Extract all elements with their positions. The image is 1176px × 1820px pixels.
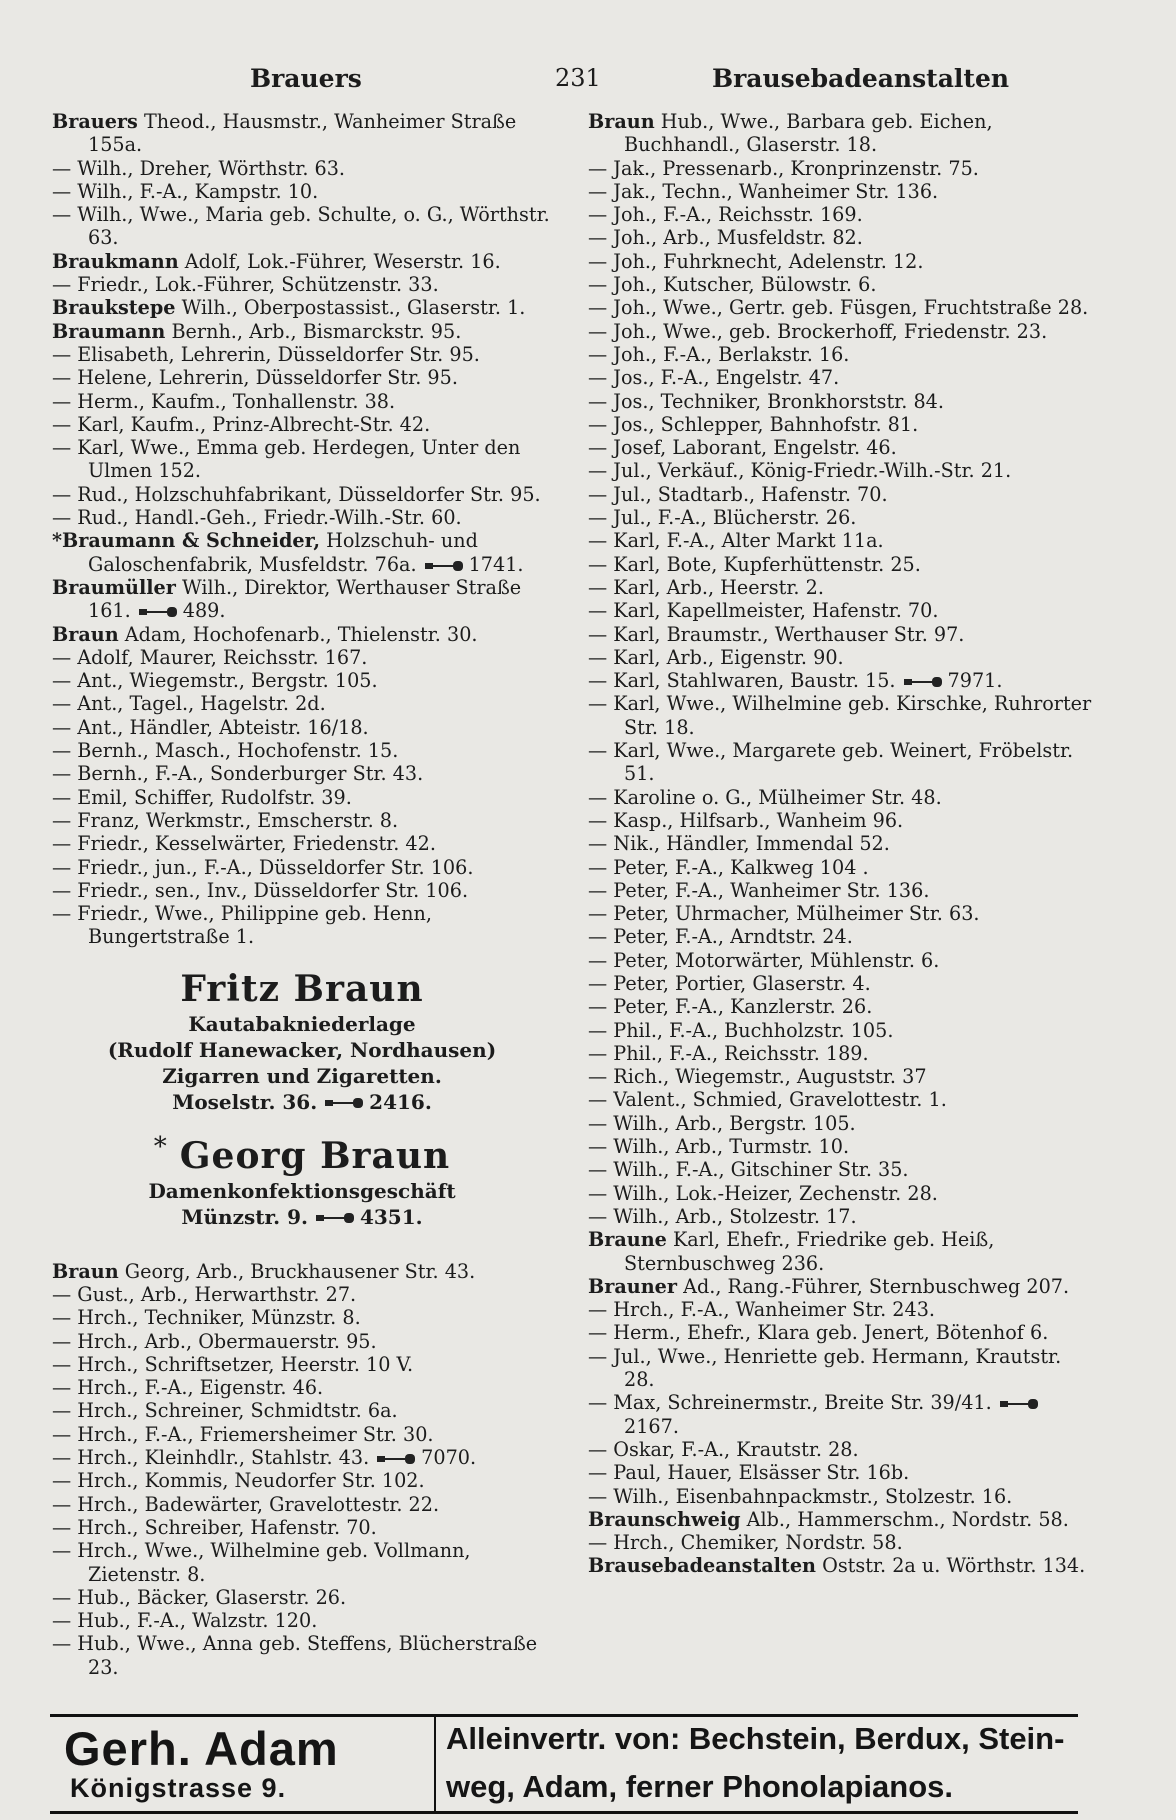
entry-surname: Braunschweig (588, 1507, 741, 1531)
entry-text: — Karl, Braumstr., Werthauser Str. 97. (588, 622, 965, 646)
directory-entry (588, 809, 1096, 832)
entry-text: — Rich., Wiegemstr., Auguststr. 37 (588, 1065, 927, 1089)
directory-entry (588, 459, 1096, 482)
header-left-keyword: Brauers (250, 64, 362, 93)
entry-text: — Karl, Kapellmeister, Hafenstr. 70. (588, 599, 939, 623)
directory-entry (588, 320, 1096, 343)
entry-text: — Rud., Handl.-Geh., Friedr.-Wilh.-Str. 60. (52, 506, 462, 530)
entry-text: — Ant., Händler, Abteistr. 16/18. (52, 715, 369, 739)
directory-entry (52, 576, 552, 623)
entry-surname: Braukmann (52, 249, 179, 273)
footer-right-line-1: Alleinvertr. von: Bechstein, Berdux, Stein- (446, 1721, 1065, 1756)
entry-text: — Peter, Portier, Glaserstr. 4. (588, 971, 871, 995)
ad-address-line (52, 1089, 552, 1115)
ad-line: Kautabakniederlage (188, 1011, 416, 1036)
entry-text: — Jak., Techn., Wanheimer Str. 136. (588, 179, 939, 203)
telephone-icon (139, 606, 177, 618)
directory-entry (52, 343, 552, 366)
directory-entry (52, 366, 552, 389)
entry-text: — Emil, Schiffer, Rudolfstr. 39. (52, 785, 352, 809)
entry-text: — Jos., Techniker, Bronkhorststr. 84. (588, 389, 944, 413)
entry-text: — Gust., Arb., Herwarthstr. 27. (52, 1282, 357, 1306)
entry-surname: Brauner (588, 1274, 677, 1298)
ad-georg-braun (52, 1125, 552, 1230)
entry-text: — Jul., F.-A., Blücherstr. 26. (588, 506, 857, 530)
directory-entry (588, 1228, 1096, 1275)
directory-entry (52, 1353, 552, 1376)
entry-text: — Jul., Stadtarb., Hafenstr. 70. (588, 482, 888, 506)
entry-text: — Wilh., Arb., Bergstr. 105. (588, 1111, 856, 1135)
directory-entry (588, 1391, 1096, 1438)
entry-text: — Peter, F.-A., Arndtstr. 24. (588, 925, 853, 949)
directory-entry (588, 902, 1096, 925)
directory-entry (588, 1298, 1096, 1321)
directory-entry (588, 250, 1096, 273)
ad-phone: 2416. (369, 1089, 432, 1114)
footer-brand: Gerh. Adam (64, 1722, 339, 1775)
directory-entry (588, 296, 1096, 319)
directory-entry (52, 1446, 552, 1469)
entry-text: — Ant., Tagel., Hagelstr. 2d. (52, 692, 326, 716)
telephone-icon (1000, 1398, 1038, 1410)
ad-line: Zigarren und Zigaretten. (162, 1063, 442, 1088)
entry-text: — Phil., F.-A., Reichsstr. 189. (588, 1041, 869, 1065)
directory-entry (588, 1438, 1096, 1461)
directory-entry (52, 157, 552, 180)
entry-text: — Joh., F.-A., Berlakstr. 16. (588, 342, 850, 366)
entry-text: — Herm., Kaufm., Tonhallenstr. 38. (52, 389, 396, 413)
entry-text: — Wilh., Lok.-Heizer, Zechenstr. 28. (588, 1181, 938, 1205)
directory-entry (52, 902, 552, 949)
entry-text: — Friedr., sen., Inv., Düsseldorfer Str. 106. (52, 878, 469, 902)
directory-entry (588, 343, 1096, 366)
entry-text: — Wilh., F.-A., Gitschiner Str. 35. (588, 1158, 909, 1182)
entry-text: — Jos., Schlepper, Bahnhofstr. 81. (588, 412, 919, 436)
entry-text: — Joh., Wwe., geb. Brockerhoff, Friedenstr. 23. (588, 319, 1048, 343)
directory-entry (52, 646, 552, 669)
entry-text: — Hrch., Kommis, Neudorfer Str. 102. (52, 1469, 425, 1493)
directory-entry (52, 1516, 552, 1539)
entry-text: — Friedr., jun., F.-A., Düsseldorfer Str. 106. (52, 855, 474, 879)
entry-text: — Josef, Laborant, Engelstr. 46. (588, 436, 897, 460)
left-entries-top (52, 110, 556, 949)
entry-text: Adolf, Lok.-Führer, Weserstr. 16. (178, 249, 501, 273)
entry-text: — Wilh., Eisenbahnpackmstr., Stolzestr. 16. (588, 1484, 1013, 1508)
left-column (52, 110, 556, 1679)
directory-entry (588, 1158, 1096, 1181)
directory-entry (588, 413, 1096, 436)
entry-text: — Jos., F.-A., Engelstr. 47. (588, 366, 840, 390)
entry-text: — Hrch., Kleinhdlr., Stahlstr. 43. (52, 1446, 370, 1470)
directory-entry (588, 390, 1096, 413)
directory-entry (588, 739, 1096, 786)
entry-text: — Hub., Wwe., Anna geb. Steffens, Blücherstraße 23. (52, 1632, 544, 1679)
header-right-keyword: Brausebadeanstalten (712, 64, 1010, 93)
entry-text: — Hrch., Schreiner, Schmidtstr. 6a. (52, 1399, 398, 1423)
entry-text: Wilh., Direktor, Werthauser Straße 161. (88, 575, 528, 623)
entry-phone: 7971. (947, 669, 1003, 693)
ad-phone: 4351. (359, 1204, 423, 1229)
entry-text: — Jul., Wwe., Henriette geb. Hermann, Krautstr. 28. (588, 1344, 1068, 1392)
directory-entry (52, 296, 552, 319)
ad-line: Damenkonfektionsgeschäft (148, 1178, 456, 1203)
directory-entry (52, 110, 552, 157)
entry-text: — Wilh., Arb., Turmstr. 10. (588, 1135, 850, 1159)
entry-text: Adam, Hochofenarb., Thielenstr. 30. (118, 622, 478, 646)
entry-text: — Friedr., Lok.-Führer, Schützenstr. 33. (52, 273, 439, 297)
entry-text: — Karl, Stahlwaren, Baustr. 15. (588, 669, 896, 693)
directory-entry (588, 436, 1096, 459)
entry-text: — Joh., Wwe., Gertr. geb. Füsgen, Fruchtstraße 28. (588, 296, 1089, 320)
telephone-icon (316, 1212, 354, 1224)
telephone-icon (325, 1097, 363, 1109)
entry-text: — Rud., Holzschuhfabrikant, Düsseldorfer Str. 95. (52, 482, 541, 506)
directory-entry (588, 529, 1096, 552)
entry-text: Hub., Wwe., Barbara geb. Eichen, Buchhandl., Glaserstr. 18. (624, 110, 999, 157)
directory-entry (52, 856, 552, 879)
entry-text: Alb., Hammerschm., Nordstr. 58. (740, 1507, 1069, 1531)
directory-entry (588, 1205, 1096, 1228)
directory-entry (588, 110, 1096, 157)
entry-text: — Phil., F.-A., Buchholzstr. 105. (588, 1018, 894, 1042)
directory-entry (52, 390, 552, 413)
directory-entry (588, 972, 1096, 995)
entry-text: — Karl, Wwe., Emma geb. Herdegen, Unter den Ulmen 152. (52, 436, 527, 483)
directory-entry (52, 1632, 552, 1679)
directory-entry (588, 692, 1096, 739)
directory-entry (588, 832, 1096, 855)
entry-text: — Herm., Ehefr., Klara geb. Jenert, Bötenhof 6. (588, 1321, 1049, 1345)
ad-address-line (52, 1204, 552, 1230)
directory-entry (588, 1345, 1096, 1392)
entry-text: — Peter, F.-A., Kalkweg 104 . (588, 855, 869, 879)
right-column (588, 110, 1096, 1578)
directory-entry (588, 1531, 1096, 1554)
entry-text: Oststr. 2a u. Wörthstr. 134. (815, 1554, 1086, 1578)
ad-address: Münzstr. 9. (181, 1204, 308, 1229)
directory-entry (52, 529, 552, 576)
directory-entry (588, 1508, 1096, 1531)
ad-title: Georg Braun (179, 1134, 451, 1177)
directory-entry (588, 1042, 1096, 1065)
entry-text: — Hrch., F.-A., Eigenstr. 46. (52, 1376, 324, 1400)
entry-text: — Franz, Werkmstr., Emscherstr. 8. (52, 808, 399, 832)
directory-entry (588, 203, 1096, 226)
right-entries (588, 110, 1096, 1578)
entry-text: — Peter, F.-A., Wanheimer Str. 136. (588, 878, 930, 902)
entry-text: — Peter, Uhrmacher, Mülheimer Str. 63. (588, 902, 980, 926)
directory-entry (588, 623, 1096, 646)
footer-street: Königstrasse 9. (70, 1773, 287, 1803)
directory-entry (52, 1493, 552, 1516)
entry-text: — Hrch., Wwe., Wilhelmine geb. Vollmann, Zietenstr. 8. (52, 1539, 477, 1586)
directory-entry (52, 809, 552, 832)
footer-divider (434, 1717, 436, 1811)
directory-entry (588, 1554, 1096, 1577)
entry-surname: Braumann (52, 319, 166, 343)
entry-phone: 489. (182, 599, 226, 623)
directory-entry (52, 1609, 552, 1632)
entry-text: — Kasp., Hilfsarb., Wanheim 96. (588, 808, 904, 832)
entry-text: — Bernh., Masch., Hochofenstr. 15. (52, 739, 399, 763)
entry-text: — Karl, Wwe., Wilhelmine geb. Kirschke, Ruhrorter Str. 18. (588, 692, 1098, 739)
directory-entry (52, 786, 552, 809)
star-mark: * (153, 1131, 168, 1162)
directory-entry (588, 949, 1096, 972)
entry-surname: *Braumann & Schneider, (52, 529, 321, 553)
entry-text: — Joh., Kutscher, Bülowstr. 6. (588, 273, 877, 297)
entry-text: — Adolf, Maurer, Reichsstr. 167. (52, 645, 368, 669)
entry-surname: Brauers (52, 110, 138, 133)
footer-advertisement (50, 1714, 1078, 1814)
entry-text: — Karl, Wwe., Margarete geb. Weinert, Fröbelstr. 51. (588, 739, 1080, 786)
directory-entry (588, 646, 1096, 669)
directory-entry (52, 1469, 552, 1492)
entry-text: — Joh., F.-A., Reichsstr. 169. (588, 203, 863, 227)
entry-text: — Ant., Wiegemstr., Bergstr. 105. (52, 669, 378, 693)
entry-text: — Wilh., Dreher, Wörthstr. 63. (52, 156, 346, 180)
entry-text: — Hrch., Chemiker, Nordstr. 58. (588, 1531, 903, 1555)
ad-title-line (52, 1125, 552, 1178)
entry-phone: 1741. (468, 552, 524, 576)
directory-entry (52, 413, 552, 436)
entry-text: — Hub., F.-A., Walzstr. 120. (52, 1609, 318, 1633)
entry-text: — Nik., Händler, Immendal 52. (588, 832, 890, 856)
entry-text: — Hrch., F.-A., Wanheimer Str. 243. (588, 1298, 936, 1322)
directory-entry (52, 250, 552, 273)
directory-entry (52, 1330, 552, 1353)
entry-text: — Peter, Motorwärter, Mühlenstr. 6. (588, 948, 940, 972)
entry-text: — Hrch., Badewärter, Gravelottestr. 22. (52, 1492, 440, 1516)
entry-text: — Hub., Bäcker, Glaserstr. 26. (52, 1585, 347, 1609)
directory-entry (52, 669, 552, 692)
directory-entry (588, 1112, 1096, 1135)
entry-text: — Wilh., Wwe., Maria geb. Schulte, o. G., Wörthstr. 63. (52, 203, 556, 250)
entry-surname: Braun (52, 1259, 119, 1283)
entry-text: — Friedr., Kesselwärter, Friedenstr. 42. (52, 832, 436, 856)
directory-entry (588, 157, 1096, 180)
directory-entry (52, 739, 552, 762)
directory-entry (52, 1260, 552, 1283)
entry-text: Karl, Ehefr., Friedrike geb. Heiß, Sternbuschweg 236. (624, 1228, 1001, 1275)
directory-entry (52, 320, 552, 343)
entry-text: Ad., Rang.-Führer, Sternbuschweg 207. (676, 1274, 1070, 1298)
entry-phone: 2167. (624, 1414, 679, 1438)
directory-entry (588, 506, 1096, 529)
directory-entry (52, 1586, 552, 1609)
directory-entry (588, 925, 1096, 948)
directory-entry (52, 483, 552, 506)
directory-entry (588, 576, 1096, 599)
entry-surname: Braumüller (52, 575, 176, 599)
entry-text: Georg, Arb., Bruckhausener Str. 43. (118, 1259, 476, 1283)
directory-entry (52, 1539, 552, 1586)
entry-surname: Braune (588, 1228, 667, 1252)
directory-entry (588, 995, 1096, 1018)
entry-text: — Hrch., F.-A., Friemersheimer Str. 30. (52, 1422, 434, 1446)
entry-text: — Karl, Arb., Eigenstr. 90. (588, 645, 844, 669)
directory-entry (588, 1485, 1096, 1508)
directory-entry (52, 762, 552, 785)
entry-text: — Karl, Bote, Kupferhüttenstr. 25. (588, 552, 921, 576)
entry-text: — Joh., Arb., Musfeldstr. 82. (588, 226, 863, 250)
directory-entry (588, 856, 1096, 879)
directory-entry (588, 599, 1096, 622)
entry-text: — Hrch., Schreiber, Hafenstr. 70. (52, 1515, 377, 1539)
directory-entry (52, 1376, 552, 1399)
directory-entry (588, 180, 1096, 203)
entry-text: — Helene, Lehrerin, Düsseldorfer Str. 95. (52, 366, 458, 390)
entry-text: — Hrch., Arb., Obermauerstr. 95. (52, 1329, 377, 1353)
entry-surname: Braun (52, 622, 119, 646)
directory-entry (52, 180, 552, 203)
entry-text: — Wilh., Arb., Stolzestr. 17. (588, 1204, 857, 1228)
entry-text: — Peter, F.-A., Kanzlerstr. 26. (588, 995, 873, 1019)
directory-entry (52, 879, 552, 902)
directory-entry (588, 483, 1096, 506)
entry-surname: Brausebadeanstalten (588, 1554, 816, 1578)
directory-entry (52, 692, 552, 715)
directory-entry (52, 832, 552, 855)
directory-entry (588, 1019, 1096, 1042)
directory-entry (588, 1461, 1096, 1484)
entry-text: — Oskar, F.-A., Krautstr. 28. (588, 1437, 859, 1461)
entry-text: — Joh., Fuhrknecht, Adelenstr. 12. (588, 249, 924, 273)
entry-text: Theod., Hausmstr., Wanheimer Straße 155a. (88, 110, 523, 157)
directory-entry (588, 1065, 1096, 1088)
directory-entry (52, 203, 556, 250)
entry-text: Holzschuh- und Galoschenfabrik, Musfeldstr. 76a. (88, 529, 485, 576)
entry-text: — Karoline o. G., Mülheimer Str. 48. (588, 785, 942, 809)
directory-entry (52, 273, 552, 296)
page-number: 231 (555, 64, 601, 92)
directory-entry (588, 1275, 1096, 1298)
entry-text: — Jul., Verkäuf., König-Friedr.-Wilh.-Str. 21. (588, 459, 1012, 483)
directory-entry (588, 669, 1096, 692)
directory-entry (588, 226, 1096, 249)
page-header (0, 64, 1176, 100)
directory-entry (52, 1306, 552, 1329)
entry-text: — Hrch., Techniker, Münzstr. 8. (52, 1306, 361, 1330)
telephone-icon (425, 560, 463, 572)
directory-entry (588, 1182, 1096, 1205)
telephone-icon (904, 676, 942, 688)
directory-entry (588, 553, 1096, 576)
entry-text: — Max, Schreinermstr., Breite Str. 39/41. (588, 1391, 992, 1415)
entry-text: — Karl, F.-A., Alter Markt 11a. (588, 529, 884, 553)
entry-surname: Braun (588, 110, 655, 133)
entry-text: — Valent., Schmied, Gravelottestr. 1. (588, 1088, 947, 1112)
entry-phone: 7070. (421, 1446, 477, 1470)
directory-entry (588, 1088, 1096, 1111)
entry-text: — Hrch., Schriftsetzer, Heerstr. 10 V. (52, 1352, 414, 1376)
entry-text: — Jak., Pressenarb., Kronprinzenstr. 75. (588, 156, 979, 180)
ad-title: Fritz Braun (180, 967, 424, 1010)
entry-text: — Friedr., Wwe., Philippine geb. Henn, Bungertstraße 1. (52, 902, 439, 949)
directory-entry (588, 273, 1096, 296)
telephone-icon (377, 1453, 415, 1465)
directory-entry (52, 716, 552, 739)
directory-entry (588, 1321, 1096, 1344)
entry-text: — Wilh., F.-A., Kampstr. 10. (52, 179, 319, 203)
entry-text: — Karl, Arb., Heerstr. 2. (588, 575, 824, 599)
ad-address: Moselstr. 36. (172, 1089, 318, 1114)
footer-right-line-2: weg, Adam, ferner Phonolapianos. (446, 1769, 953, 1804)
ad-fritz-braun (52, 967, 552, 1115)
directory-entry (52, 623, 552, 646)
entry-text: Wilh., Oberpostassist., Glaserstr. 1. (175, 296, 526, 320)
directory-entry (588, 1135, 1096, 1158)
ad-line: (Rudolf Hanewacker, Nordhausen) (107, 1037, 497, 1062)
directory-entry (52, 1283, 552, 1306)
entry-surname: Braukstepe (52, 296, 176, 320)
entry-text: — Karl, Kaufm., Prinz-Albrecht-Str. 42. (52, 412, 431, 436)
directory-entry (52, 436, 552, 483)
directory-entry (588, 786, 1096, 809)
directory-entry (52, 506, 552, 529)
directory-entry (52, 1423, 552, 1446)
entry-text: — Paul, Hauer, Elsässer Str. 16b. (588, 1461, 910, 1485)
left-entries-bottom (52, 1260, 552, 1679)
entry-text: Bernh., Arb., Bismarckstr. 95. (165, 319, 462, 343)
entry-text: — Elisabeth, Lehrerin, Düsseldorfer Str. 95. (52, 342, 480, 366)
entry-text: — Bernh., F.-A., Sonderburger Str. 43. (52, 762, 424, 786)
directory-entry (588, 879, 1096, 902)
directory-entry (52, 1399, 552, 1422)
directory-entry (588, 366, 1096, 389)
